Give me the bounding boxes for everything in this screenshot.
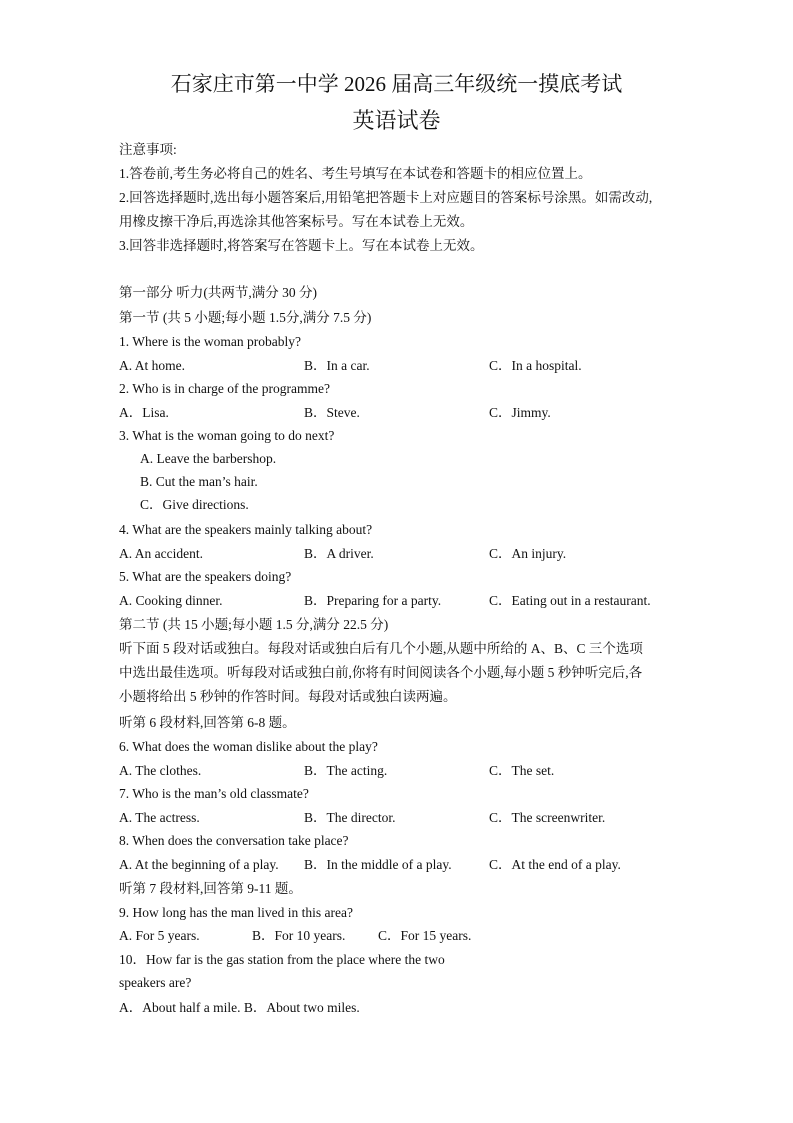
- q9-option-a: A. For 5 years.: [119, 928, 200, 943]
- notice-heading: 注意事项:: [119, 142, 177, 157]
- q8-option-b: B．In the middle of a play.: [304, 857, 452, 872]
- notice-item-3: 3.回答非选择题时,将答案写在答题卡上。写在本试卷上无效。: [119, 238, 484, 253]
- exam-subtitle: 英语试卷: [352, 108, 441, 133]
- q8-stem: 8. When does the conversation take place?: [119, 833, 349, 848]
- q1-option-c: C．In a hospital.: [489, 358, 582, 373]
- q4-option-b: B．A driver.: [304, 546, 374, 561]
- q5-option-c: C．Eating out in a restaurant.: [489, 593, 651, 608]
- q6-option-a: A. The clothes.: [119, 763, 202, 778]
- q10-stem-1: 10．How far is the gas station from the place where the two: [119, 952, 445, 967]
- q5-option-b: B．Preparing for a party.: [304, 593, 442, 608]
- q5-stem: 5. What are the speakers doing?: [119, 569, 292, 584]
- q8-option-c: C．At the end of a play.: [489, 857, 621, 872]
- q5-option-a: A. Cooking dinner.: [119, 593, 223, 608]
- section2-intro-1: 听下面 5 段对话或独白。每段对话或独白后有几个小题,从题中所给的 A、B、C 三个选项: [119, 641, 643, 656]
- section2-intro-2: 中选出最佳选项。听每段对话或独白前,你将有时间阅读各个小题,每小题 5 秒钟听完后,各: [119, 665, 643, 680]
- section2-heading: 第二节 (共 15 小题;每小题 1.5 分,满分 22.5 分): [119, 617, 389, 632]
- q3-option-c: C．Give directions.: [140, 497, 249, 512]
- material-7-instruction: 听第 7 段材料,回答第 9-11 题。: [119, 881, 302, 896]
- q7-option-b: B．The director.: [304, 810, 396, 825]
- notice-item-2a: 2.回答选择题时,选出每小题答案后,用铅笔把答题卡上对应题目的答案标号涂黑。如需改动,: [119, 190, 653, 205]
- q6-option-b: B．The acting.: [304, 763, 388, 778]
- q9-option-c: C．For 15 years.: [378, 928, 472, 943]
- q2-option-c: C．Jimmy.: [489, 405, 551, 420]
- q2-option-a: A．Lisa.: [119, 405, 169, 420]
- q9-option-b: B．For 10 years.: [252, 928, 346, 943]
- q2-option-b: B．Steve.: [304, 405, 360, 420]
- q8-option-a: A. At the beginning of a play.: [119, 857, 279, 872]
- section1-heading: 第一节 (共 5 小题;每小题 1.5分,满分 7.5 分): [119, 310, 372, 325]
- q6-option-c: C．The set.: [489, 763, 555, 778]
- q10-stem-2: speakers are?: [119, 975, 192, 990]
- q7-option-c: C．The screenwriter.: [489, 810, 606, 825]
- q3-option-a: A. Leave the barbershop.: [140, 451, 277, 466]
- section2-intro-3: 小题将给出 5 秒钟的作答时间。每段对话或独白读两遍。: [119, 689, 457, 704]
- part1-heading: 第一部分 听力(共两节,满分 30 分): [119, 285, 317, 300]
- material-6-instruction: 听第 6 段材料,回答第 6-8 题。: [119, 715, 296, 730]
- q4-option-c: C．An injury.: [489, 546, 567, 561]
- q4-option-a: A. An accident.: [119, 546, 203, 561]
- q1-option-a: A. At home.: [119, 358, 185, 373]
- exam-title: 石家庄市第一中学 2026 届高三年级统一摸底考试: [170, 72, 623, 96]
- q10-options: A．About half a mile. B．About two miles.: [119, 1000, 360, 1015]
- q1-option-b: B．In a car.: [304, 358, 370, 373]
- q1-stem: 1. Where is the woman probably?: [119, 334, 301, 349]
- notice-item-1: 1.答卷前,考生务必将自己的姓名、考生号填写在本试卷和答题卡的相应位置上。: [119, 166, 592, 181]
- q6-stem: 6. What does the woman dislike about the play?: [119, 739, 378, 754]
- q3-stem: 3. What is the woman going to do next?: [119, 428, 335, 443]
- notice-item-2b: 用橡皮擦干净后,再选涂其他答案标号。写在本试卷上无效。: [119, 214, 474, 229]
- q3-option-b: B. Cut the man’s hair.: [140, 474, 258, 489]
- q7-option-a: A. The actress.: [119, 810, 200, 825]
- q4-stem: 4. What are the speakers mainly talking about?: [119, 522, 373, 537]
- q9-stem: 9. How long has the man lived in this area?: [119, 905, 353, 920]
- q2-stem: 2. Who is in charge of the programme?: [119, 381, 330, 396]
- q7-stem: 7. Who is the man’s old classmate?: [119, 786, 309, 801]
